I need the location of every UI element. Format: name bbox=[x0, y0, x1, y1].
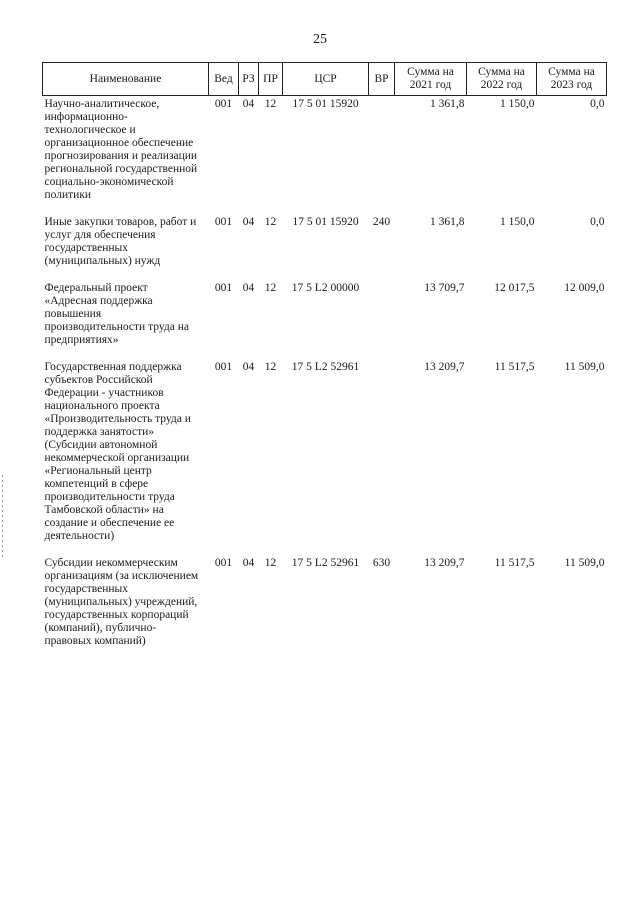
row-csr: 17 5 01 15920 bbox=[292, 98, 359, 110]
col-header-vr: ВР bbox=[369, 63, 395, 96]
row-csr: 17 5 L2 00000 bbox=[291, 282, 360, 294]
col-header-rz: РЗ bbox=[239, 63, 259, 96]
row-name: Научно-аналитическое, информационно-технологическое и организационное обеспечение прогнозирования и реализации региональной государственной социально-экономической политики bbox=[44, 98, 198, 201]
col-header-ved: Вед bbox=[209, 63, 239, 96]
row-sum-2022: 1 150,0 bbox=[500, 216, 535, 228]
table-row bbox=[43, 214, 607, 280]
row-pr: 12 bbox=[264, 557, 277, 569]
table-body bbox=[43, 96, 607, 661]
row-rz: 04 bbox=[242, 216, 255, 228]
row-sum-2022: 11 517,5 bbox=[494, 361, 535, 373]
row-pr: 12 bbox=[264, 361, 277, 373]
row-ved: 001 bbox=[214, 361, 233, 373]
row-vr bbox=[369, 280, 395, 359]
row-name: Иные закупки товаров, работ и услуг для обеспечения государственных (муниципальных) нужд bbox=[44, 216, 197, 267]
page-number: 25 bbox=[313, 32, 327, 47]
col-header-name: Наименование bbox=[43, 63, 209, 96]
row-sum-2021: 1 361,8 bbox=[430, 98, 465, 110]
row-rz: 04 bbox=[242, 98, 255, 110]
row-name: Федеральный проект «Адресная поддержка повышения производительности труда на предприятиях» bbox=[44, 282, 189, 346]
row-sum-2021: 13 709,7 bbox=[424, 282, 465, 294]
table-row bbox=[43, 555, 607, 660]
col-header-2022: Сумма на 2022 год bbox=[467, 63, 537, 96]
row-ved: 001 bbox=[214, 98, 233, 110]
row-vr bbox=[369, 359, 395, 555]
row-pr: 12 bbox=[264, 216, 277, 228]
row-vr: 240 bbox=[372, 216, 391, 228]
table-row bbox=[43, 280, 607, 359]
table-row bbox=[43, 96, 607, 215]
row-name: Субсидии некоммерческим организациям (за исключением государственных (муниципальных) учреждений, государственных корпораций (компаний), публично-правовых компаний) bbox=[44, 557, 199, 647]
row-sum-2023: 12 009,0 bbox=[564, 282, 605, 294]
col-header-2023: Сумма на 2023 год bbox=[537, 63, 607, 96]
row-sum-2023: 11 509,0 bbox=[564, 361, 605, 373]
table-header bbox=[43, 63, 607, 96]
row-csr: 17 5 01 15920 bbox=[292, 216, 359, 228]
row-vr bbox=[369, 96, 395, 215]
row-rz: 04 bbox=[242, 361, 255, 373]
row-rz: 04 bbox=[242, 282, 255, 294]
row-pr: 12 bbox=[264, 282, 277, 294]
row-sum-2021: 13 209,7 bbox=[424, 361, 465, 373]
row-name: Государственная поддержка субъектов Российской Федерации - участников национального проекта «Производительность труда и поддержка занятости» (Субсидии автономной некоммерческой организации «Региональный центр компетенций в сфере производительности труда Тамбовской области» на создание и обеспечение ее деятельности) bbox=[44, 361, 191, 542]
row-ved: 001 bbox=[214, 557, 233, 569]
row-sum-2023: 0,0 bbox=[590, 216, 605, 228]
row-sum-2021: 13 209,7 bbox=[424, 557, 465, 569]
row-pr: 12 bbox=[264, 98, 277, 110]
table-row bbox=[43, 359, 607, 555]
row-rz: 04 bbox=[242, 557, 255, 569]
col-header-2021: Сумма на 2021 год bbox=[395, 63, 467, 96]
row-sum-2022: 11 517,5 bbox=[494, 557, 535, 569]
budget-table bbox=[42, 62, 607, 660]
scan-margin-mark bbox=[2, 475, 3, 560]
col-header-pr: ПР bbox=[259, 63, 283, 96]
row-ved: 001 bbox=[214, 216, 233, 228]
row-csr: 17 5 L2 52961 bbox=[291, 557, 360, 569]
col-header-csr: ЦСР bbox=[283, 63, 369, 96]
row-vr: 630 bbox=[372, 557, 391, 569]
row-sum-2022: 12 017,5 bbox=[494, 282, 535, 294]
row-sum-2021: 1 361,8 bbox=[430, 216, 465, 228]
row-csr: 17 5 L2 52961 bbox=[291, 361, 360, 373]
row-sum-2023: 11 509,0 bbox=[564, 557, 605, 569]
row-sum-2022: 1 150,0 bbox=[500, 98, 535, 110]
row-sum-2023: 0,0 bbox=[590, 98, 605, 110]
row-ved: 001 bbox=[214, 282, 233, 294]
